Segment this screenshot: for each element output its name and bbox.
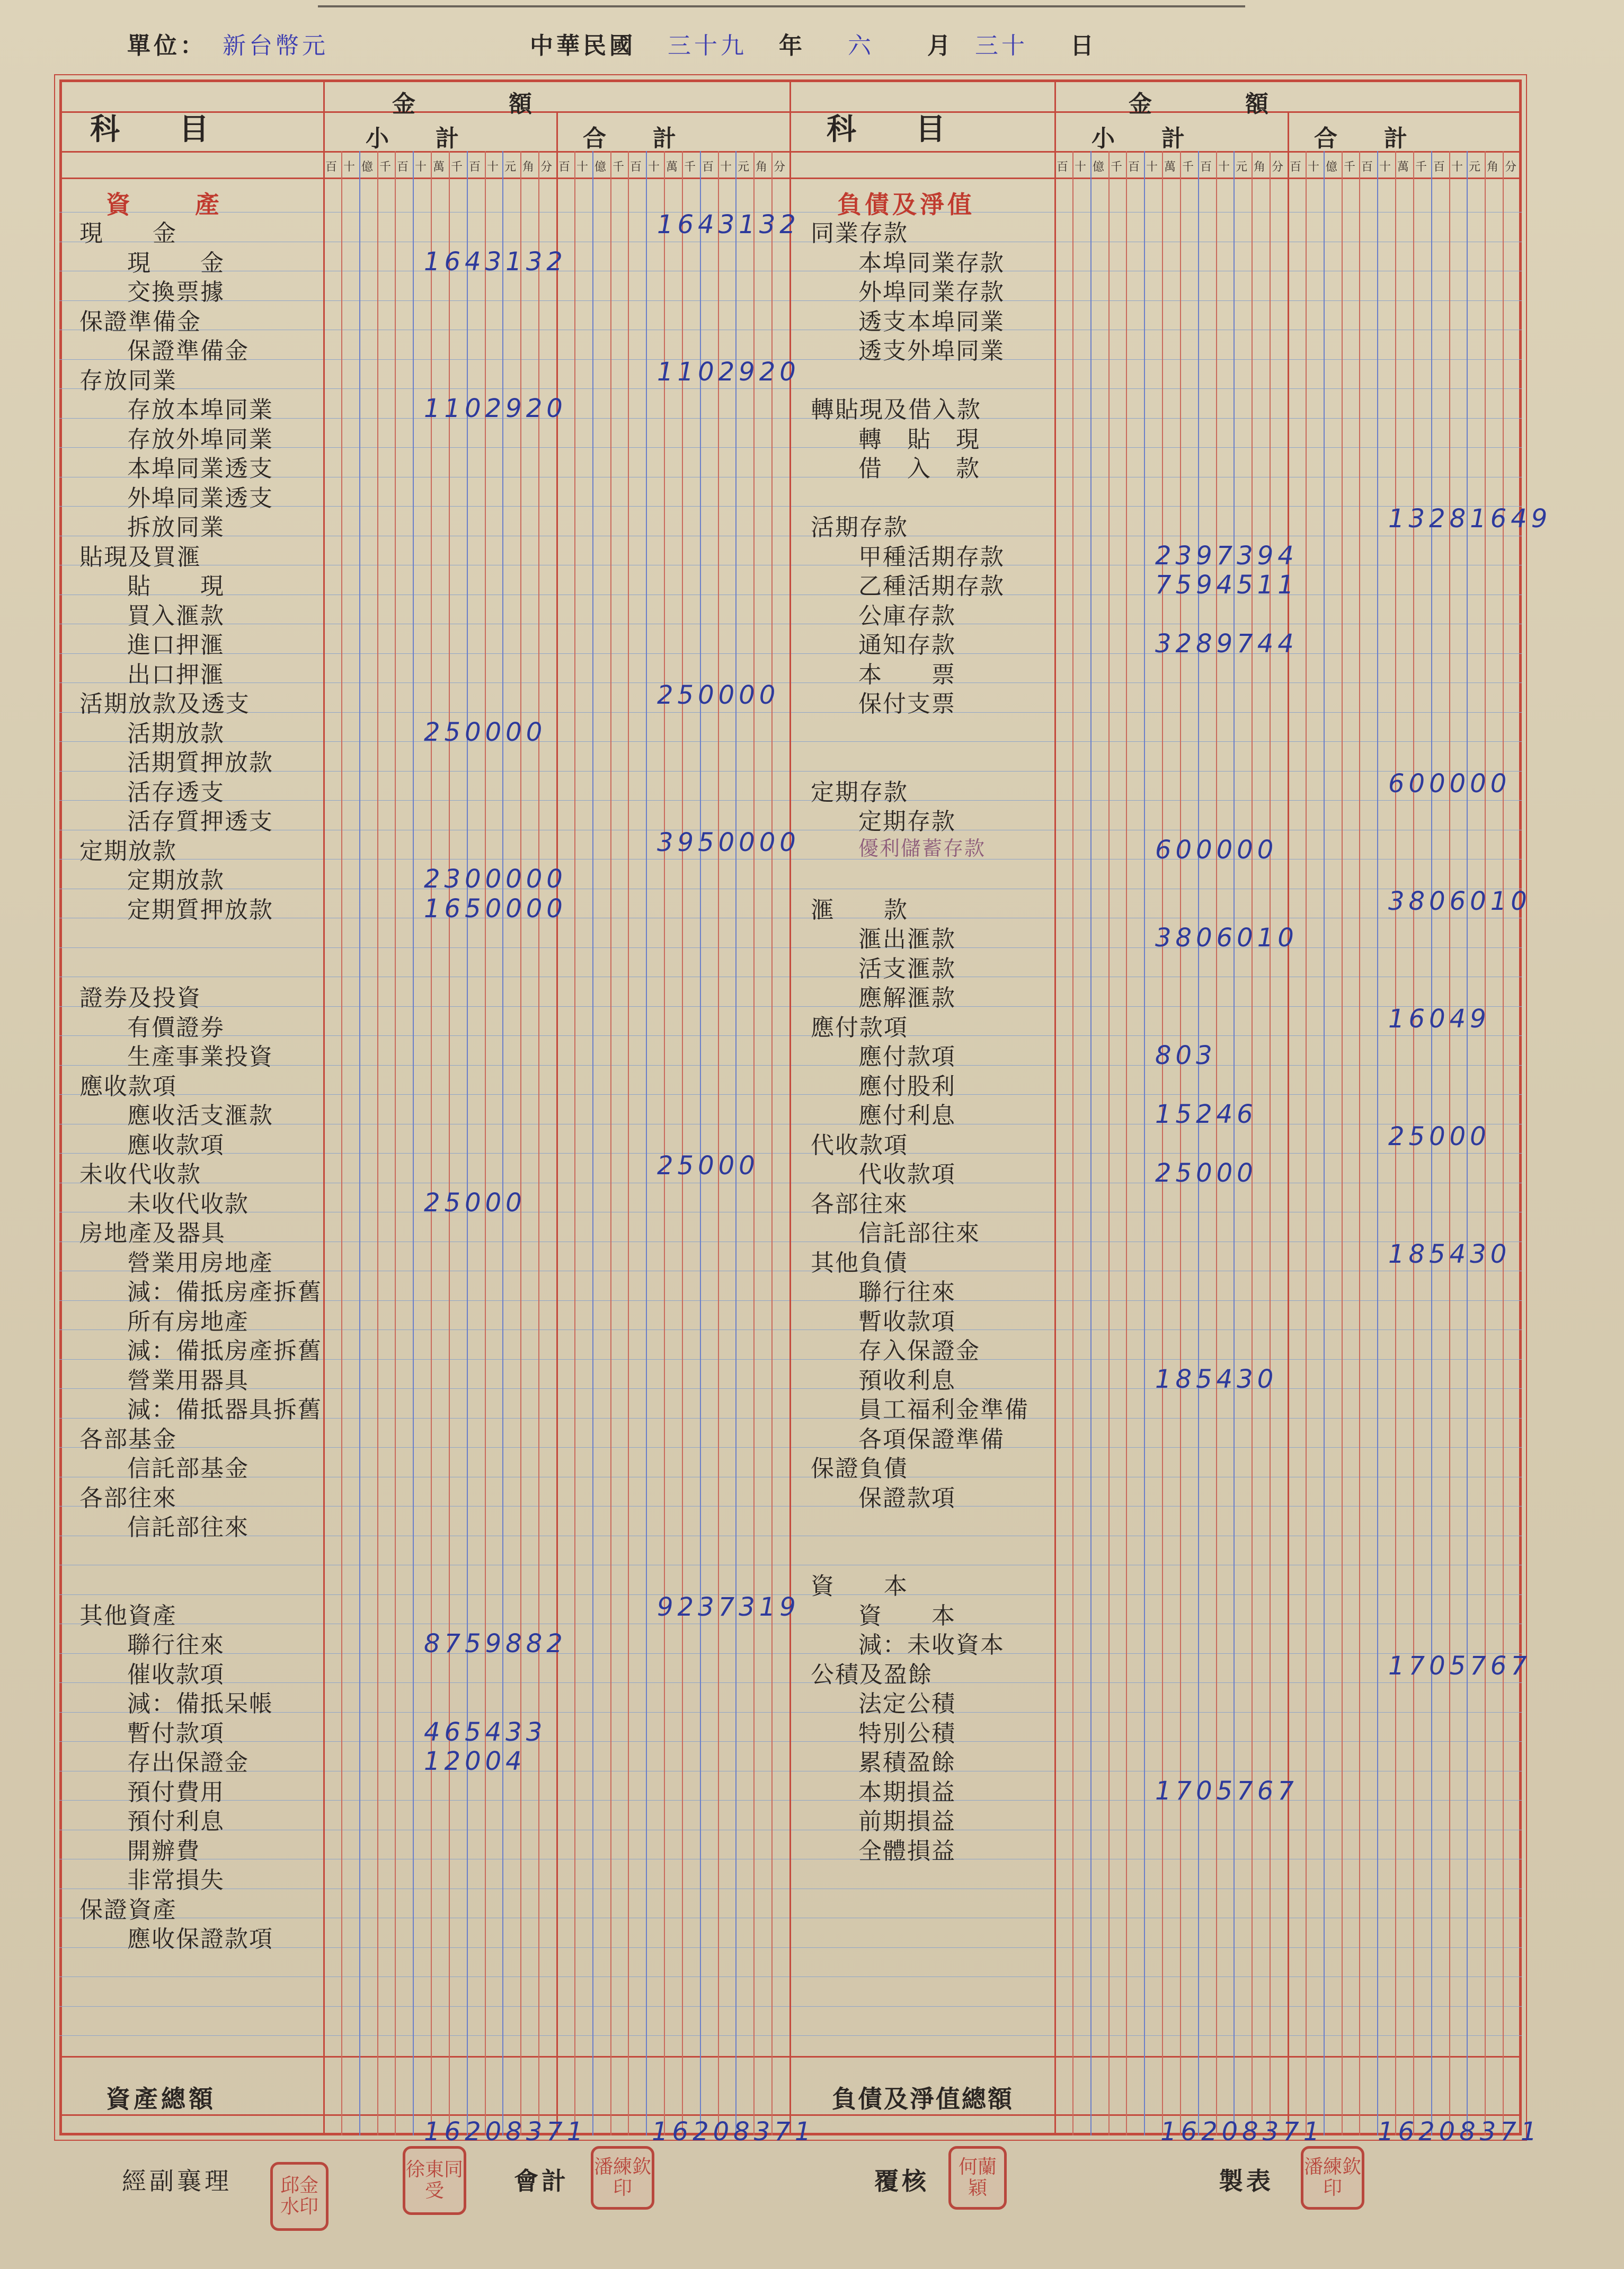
liability-row-label: 預收利息 [858, 1367, 956, 1394]
digit-place-label: 萬 [1397, 161, 1409, 174]
unit-label: 單位： [127, 32, 207, 59]
right-sub-digit-line [1126, 151, 1127, 2135]
asset-row-label: 非常損失 [127, 1867, 225, 1894]
asset-row-label: 未收代收款 [79, 1161, 201, 1188]
asset-row-label: 證券及投資 [79, 985, 201, 1012]
left-sub-digit-line [449, 151, 450, 2135]
liability-row-total: 13281649 [1388, 504, 1552, 534]
liability-row-label: 代收款項 [811, 1132, 908, 1159]
asset-row-total: 25000 [657, 1151, 759, 1181]
liabilities-grand-subtotal: 16208371 [1160, 2117, 1324, 2147]
digit-place-label: 十 [1379, 161, 1391, 174]
digit-place-label: 百 [469, 161, 481, 174]
asset-row-label: 所有房地產 [127, 1308, 249, 1335]
asset-row-label: 減：備抵房產拆舊 [127, 1279, 322, 1306]
liability-row-subtotal: 1705767 [1155, 1776, 1298, 1806]
liability-row-label: 其他負債 [811, 1249, 908, 1277]
liability-row-label: 特別公積 [858, 1720, 956, 1747]
liabilities-grand-label: 負債及淨值總額 [832, 2085, 1014, 2113]
asset-row-label: 買入滙款 [127, 602, 225, 630]
right-sub-digit-line [1270, 151, 1271, 2135]
asset-row-subtotal: 12004 [424, 1747, 526, 1776]
left-total-digit-line [664, 151, 665, 2135]
right-sub-digit-line [1144, 151, 1145, 2135]
asset-row-label: 減：備抵呆帳 [127, 1690, 273, 1717]
asset-row-label: 外埠同業透支 [127, 485, 273, 512]
asset-row-label: 應收款項 [79, 1073, 177, 1100]
asset-row-label: 保證準備金 [79, 308, 201, 335]
seal-accounting [591, 2146, 654, 2210]
liability-row-label: 定期存款 [858, 808, 956, 835]
right-amount-header: 金 額 [1129, 91, 1268, 118]
left-amount-header: 金 額 [392, 91, 532, 118]
liability-row-subtotal: 15246 [1155, 1100, 1257, 1129]
year-label: 年 [779, 32, 805, 59]
digit-place-label: 十 [648, 161, 660, 174]
left-total-digit-line [771, 151, 773, 2135]
day-label: 日 [1070, 32, 1097, 59]
asset-row-label: 有價證券 [127, 1014, 225, 1041]
digit-place-label: 元 [504, 161, 517, 174]
digit-place-label: 十 [487, 161, 499, 174]
asset-row-subtotal: 25000 [424, 1188, 526, 1218]
liability-row-total: 25000 [1388, 1122, 1490, 1151]
asset-row-label: 存出保證金 [127, 1749, 249, 1776]
left-sub-digit-line [377, 151, 378, 2135]
asset-row-label: 催收款項 [127, 1661, 225, 1688]
asset-row-total: 1643132 [657, 210, 800, 240]
asset-row-label: 信託部往來 [127, 1514, 249, 1541]
asset-row-label: 存放外埠同業 [127, 426, 273, 453]
liability-row-label: 保證款項 [858, 1485, 956, 1512]
digit-place-label: 百 [702, 161, 714, 174]
asset-row-label: 活存透支 [127, 779, 225, 806]
right-subtotal-header: 小 計 [1091, 125, 1185, 152]
asset-row-label: 應收保證款項 [127, 1926, 273, 1953]
digit-place-label: 億 [1093, 161, 1105, 174]
liability-row-total: 600000 [1388, 769, 1511, 799]
assets-grand-label: 資產總額 [106, 2085, 216, 2113]
asset-row-label: 暫付款項 [127, 1720, 225, 1747]
liability-row-total: 185430 [1388, 1239, 1511, 1269]
asset-row-subtotal: 465433 [424, 1717, 547, 1747]
liability-row-subtotal: 3806010 [1155, 923, 1298, 953]
right-sub-digit-line [1252, 151, 1253, 2135]
digit-place-label: 百 [397, 161, 409, 174]
liability-row-label: 外埠同業存款 [858, 279, 1005, 306]
digit-place-label: 百 [630, 161, 642, 174]
digit-place-label: 千 [1415, 161, 1427, 174]
date-prefix: 中華民國 [530, 32, 636, 59]
left-subtotal-header: 小 計 [366, 125, 459, 152]
liability-row-label: 法定公積 [858, 1690, 956, 1717]
digit-place-label: 萬 [666, 161, 678, 174]
asset-row-label: 各部基金 [79, 1426, 177, 1453]
asset-row-label: 各部往來 [79, 1485, 177, 1512]
digit-place-label: 億 [361, 161, 374, 174]
digit-place-label: 千 [684, 161, 696, 174]
asset-row-label: 定期放款 [79, 838, 177, 865]
seal-review [948, 2146, 1007, 2210]
left-sub-digit-line [485, 151, 486, 2135]
seal-second-text: 徐東同受 [405, 2159, 463, 2202]
liability-row-label: 累積盈餘 [858, 1749, 956, 1776]
liability-row-label: 存入保證金 [858, 1337, 980, 1364]
asset-row-label: 生產事業投資 [127, 1043, 273, 1070]
liability-row-label: 本期損益 [858, 1779, 956, 1806]
liabilities-grand-total: 16208371 [1378, 2117, 1541, 2147]
left-sub-digit-line [413, 151, 414, 2135]
asset-row-label: 營業用房地產 [127, 1249, 273, 1277]
liability-row-total: 16049 [1388, 1004, 1490, 1034]
digit-place-label: 千 [451, 161, 463, 174]
left-sub-digit-line [520, 151, 521, 2135]
right-sub-total-divider [1288, 111, 1289, 2135]
asset-row-total: 9237319 [657, 1592, 800, 1622]
asset-row-label: 應收款項 [127, 1132, 225, 1159]
digit-place-label: 千 [1182, 161, 1194, 174]
asset-row-label: 現 金 [127, 250, 225, 277]
asset-row-label: 預付利息 [127, 1808, 225, 1835]
liability-row-label: 應付利息 [858, 1102, 956, 1129]
liability-row-label: 應解滙款 [858, 985, 956, 1012]
asset-row-label: 拆放同業 [127, 514, 225, 541]
left-sub-digit-line [467, 151, 468, 2135]
left-total-digit-line [735, 151, 736, 2135]
liability-row-label: 應付款項 [858, 1043, 956, 1070]
right-sub-digit-line [1233, 151, 1235, 2135]
left-total-digit-line [753, 151, 755, 2135]
asset-row-label: 減：備抵房產拆舊 [127, 1337, 322, 1364]
liability-row-label: 借 入 款 [858, 455, 980, 482]
asset-row-label: 信託部基金 [127, 1455, 249, 1482]
left-sub-digit-line [538, 151, 539, 2135]
digit-place-label: 百 [1057, 161, 1069, 174]
left-total-digit-line [610, 151, 611, 2135]
assets-grand-total: 16208371 [652, 2117, 815, 2147]
digit-place-label: 萬 [1164, 161, 1176, 174]
asset-row-label: 保證準備金 [127, 338, 249, 365]
digit-place-label: 十 [1308, 161, 1320, 174]
liability-row-label: 員工福利金準備 [858, 1396, 1029, 1423]
digit-place-label: 元 [1236, 161, 1248, 174]
digit-place-label: 千 [613, 161, 625, 174]
liability-row-label: 各項保證準備 [858, 1426, 1005, 1453]
digit-place-label: 億 [594, 161, 607, 174]
liability-row-label: 各部往來 [811, 1191, 908, 1218]
asset-row-label: 交換票據 [127, 279, 225, 306]
seal-prepare [1301, 2146, 1364, 2210]
digit-place-label: 百 [1290, 161, 1302, 174]
digit-place-label: 十 [343, 161, 356, 174]
asset-row-label: 活期質押放款 [127, 749, 273, 776]
left-sub-digit-line [395, 151, 396, 2135]
left-total-header: 合 計 [583, 125, 676, 152]
seal-manager-text: 邱金水印 [280, 2175, 318, 2218]
right-total-digit-line [1324, 151, 1325, 2135]
asset-row-total: 250000 [657, 680, 780, 710]
right-total-digit-line [1342, 151, 1343, 2135]
digit-place-label: 分 [774, 161, 786, 174]
digit-place-label: 千 [1111, 161, 1123, 174]
asset-row-total: 1102920 [657, 357, 800, 387]
asset-row-label: 存放本埠同業 [127, 396, 273, 423]
asset-row-label: 減：備抵器具拆舊 [127, 1396, 322, 1423]
liability-row-label: 透支本埠同業 [858, 308, 1005, 335]
assets-grand-subtotal: 16208371 [424, 2117, 588, 2147]
asset-row-label: 貼現及買滙 [79, 544, 201, 571]
digit-place-label: 十 [576, 161, 589, 174]
liability-row-label: 本 票 [858, 661, 956, 688]
right-subject-divider [1054, 79, 1056, 2135]
left-total-digit-line [700, 151, 701, 2135]
digit-place-label: 百 [558, 161, 571, 174]
liability-row-label: 代收款項 [858, 1161, 956, 1188]
right-sub-digit-line [1162, 151, 1163, 2135]
left-subject-divider [323, 79, 325, 2135]
footer-manager: 經副襄理 [122, 2167, 232, 2195]
liability-row-subtotal: 803 [1155, 1041, 1217, 1070]
liability-row-label: 轉 貼 現 [858, 426, 980, 453]
liability-row-label: 資 本 [811, 1573, 908, 1600]
digit-place-label: 角 [522, 161, 535, 174]
liability-row-label: 優利儲蓄存款 [858, 837, 986, 860]
right-sub-digit-line [1216, 151, 1217, 2135]
asset-row-label: 營業用器具 [127, 1367, 249, 1394]
seal-manager [270, 2162, 329, 2231]
digit-place-label: 億 [1326, 161, 1338, 174]
unit-value: 新台幣元 [223, 32, 329, 59]
left-sub-digit-line [341, 151, 342, 2135]
seal-review-text: 何蘭穎 [958, 2156, 997, 2199]
digit-place-label: 十 [415, 161, 427, 174]
asset-row-label: 貼 現 [127, 573, 225, 600]
asset-row-subtotal: 2300000 [424, 864, 567, 894]
right-total-digit-line [1306, 151, 1307, 2135]
digit-place-label: 百 [325, 161, 338, 174]
asset-row-label: 預付費用 [127, 1779, 225, 1806]
asset-row-label: 定期質押放款 [127, 897, 273, 924]
digit-place-label: 十 [1218, 161, 1230, 174]
liability-row-label: 滙出滙款 [858, 926, 956, 953]
asset-row-label: 存放同業 [79, 367, 177, 394]
seal-second [403, 2146, 466, 2215]
liability-row-label: 轉貼現及借入款 [811, 396, 981, 423]
seal-accounting-text: 潘練欽印 [593, 2156, 651, 2199]
center-divider [789, 79, 791, 2135]
asset-row-label: 定期放款 [127, 867, 225, 894]
liability-row-label: 定期存款 [811, 779, 908, 806]
liability-row-label: 同業存款 [811, 220, 908, 247]
liability-row-label: 甲種活期存款 [858, 544, 1005, 571]
liability-row-total: 3806010 [1388, 887, 1531, 916]
digit-place-label: 十 [720, 161, 732, 174]
liability-row-label: 活支滙款 [858, 955, 956, 982]
left-total-digit-line [592, 151, 593, 2135]
asset-row-label: 活存質押透支 [127, 808, 273, 835]
right-sub-digit-line [1180, 151, 1181, 2135]
left-total-digit-line [628, 151, 629, 2135]
liability-row-label: 全體損益 [858, 1838, 956, 1865]
day-value: 三十 [975, 32, 1028, 59]
liability-row-total: 1705767 [1388, 1651, 1531, 1681]
asset-row-subtotal: 250000 [424, 717, 547, 747]
asset-row-subtotal: 1102920 [424, 394, 567, 423]
left-total-digit-line [682, 151, 683, 2135]
liability-row-label: 公庫存款 [858, 602, 956, 630]
asset-row-label: 活期放款及透支 [79, 690, 250, 717]
document-header [0, 26, 1624, 64]
top-border [318, 0, 1245, 7]
digit-place-label: 分 [1505, 161, 1517, 174]
liability-row-label: 暫收款項 [858, 1308, 956, 1335]
liability-row-label: 保證負債 [811, 1455, 908, 1482]
liability-row-subtotal: 2397394 [1155, 541, 1298, 571]
right-subject-header: 科 目 [827, 112, 945, 147]
liability-row-label: 減：未收資本 [858, 1632, 1005, 1659]
right-sub-digit-line [1108, 151, 1110, 2135]
asset-row-label: 保證資產 [79, 1896, 177, 1924]
asset-row-label: 本埠同業透支 [127, 455, 273, 482]
asset-row-subtotal: 8759882 [424, 1629, 567, 1659]
liability-row-subtotal: 25000 [1155, 1158, 1257, 1188]
digit-place-label: 百 [1361, 161, 1373, 174]
digit-place-label: 十 [1075, 161, 1087, 174]
liability-row-label: 信託部往來 [858, 1220, 980, 1247]
right-sub-digit-line [1090, 151, 1091, 2135]
digit-place-label: 十 [1451, 161, 1463, 174]
asset-row-label: 活期放款 [127, 720, 225, 747]
digit-place-label: 元 [1469, 161, 1481, 174]
footer-review: 覆核 [874, 2167, 929, 2195]
left-subject-header: 科 目 [90, 112, 209, 147]
digit-place-label: 角 [756, 161, 768, 174]
liability-row-subtotal: 3289744 [1155, 629, 1298, 659]
left-total-digit-line [646, 151, 647, 2135]
asset-row-label: 進口押滙 [127, 632, 225, 659]
left-total-digit-line [574, 151, 575, 2135]
asset-row-total: 3950000 [657, 828, 800, 857]
liability-row-label: 透支外埠同業 [858, 338, 1005, 365]
asset-row-label: 未收代收款 [127, 1191, 249, 1218]
liability-row-label: 本埠同業存款 [858, 250, 1005, 277]
right-total-header: 合 計 [1314, 125, 1407, 152]
digit-place-label: 萬 [433, 161, 445, 174]
liability-row-label: 公積及盈餘 [811, 1661, 933, 1688]
liability-row-label: 活期存款 [811, 514, 908, 541]
liability-row-label: 聯行往來 [858, 1279, 956, 1306]
right-total-digit-line [1359, 151, 1360, 2135]
asset-row-label: 應收活支滙款 [127, 1102, 273, 1129]
footer-accounting: 會計 [514, 2167, 569, 2195]
liabilities-section-title: 負債及淨值 [837, 190, 975, 219]
left-sub-digit-line [502, 151, 503, 2135]
asset-row-subtotal: 1650000 [424, 894, 567, 924]
digit-place-label: 百 [1128, 161, 1140, 174]
right-total-digit-line [1503, 151, 1504, 2135]
liability-row-subtotal: 600000 [1155, 835, 1278, 865]
liability-row-label: 應付款項 [811, 1014, 908, 1041]
digit-place-label: 分 [540, 161, 553, 174]
left-total-digit-line [718, 151, 719, 2135]
liability-row-label: 資 本 [858, 1602, 956, 1629]
digit-place-label: 百 [1200, 161, 1212, 174]
asset-row-label: 房地產及器具 [79, 1220, 226, 1247]
liability-row-label: 前期損益 [858, 1808, 956, 1835]
liability-row-label: 乙種活期存款 [858, 573, 1005, 600]
digit-place-label: 千 [1344, 161, 1356, 174]
liability-row-subtotal: 185430 [1155, 1364, 1278, 1394]
digit-place-label: 百 [1433, 161, 1445, 174]
liability-row-label: 通知存款 [858, 632, 956, 659]
asset-row-label: 出口押滙 [127, 661, 225, 688]
asset-row-label: 開辦費 [127, 1838, 200, 1865]
asset-row-label: 其他資產 [79, 1602, 177, 1629]
month-label: 月 [927, 32, 954, 59]
month-value: 六 [848, 32, 874, 59]
left-sub-digit-line [359, 151, 360, 2135]
year-value: 三十九 [668, 32, 747, 59]
digit-place-label: 角 [1487, 161, 1499, 174]
digit-place-label: 十 [1146, 161, 1158, 174]
liability-row-label: 滙 款 [811, 897, 908, 924]
right-total-digit-line [1377, 151, 1378, 2135]
assets-section-title: 資 產 [106, 190, 225, 219]
right-sub-digit-line [1072, 151, 1073, 2135]
asset-row-label: 現 金 [79, 220, 177, 247]
asset-row-label: 聯行往來 [127, 1632, 225, 1659]
asset-row-subtotal: 1643132 [424, 247, 567, 277]
seal-prepare-text: 潘練欽印 [1303, 2156, 1361, 2199]
liability-row-subtotal: 7594511 [1155, 570, 1298, 600]
footer-prepare: 製表 [1219, 2167, 1274, 2195]
liability-row-label: 保付支票 [858, 690, 956, 717]
digit-place-label: 分 [1272, 161, 1284, 174]
right-sub-digit-line [1198, 151, 1199, 2135]
left-sub-digit-line [431, 151, 432, 2135]
digit-place-label: 千 [379, 161, 392, 174]
digit-place-label: 元 [738, 161, 750, 174]
liability-row-label: 應付股利 [858, 1073, 956, 1100]
digit-place-label: 角 [1254, 161, 1266, 174]
